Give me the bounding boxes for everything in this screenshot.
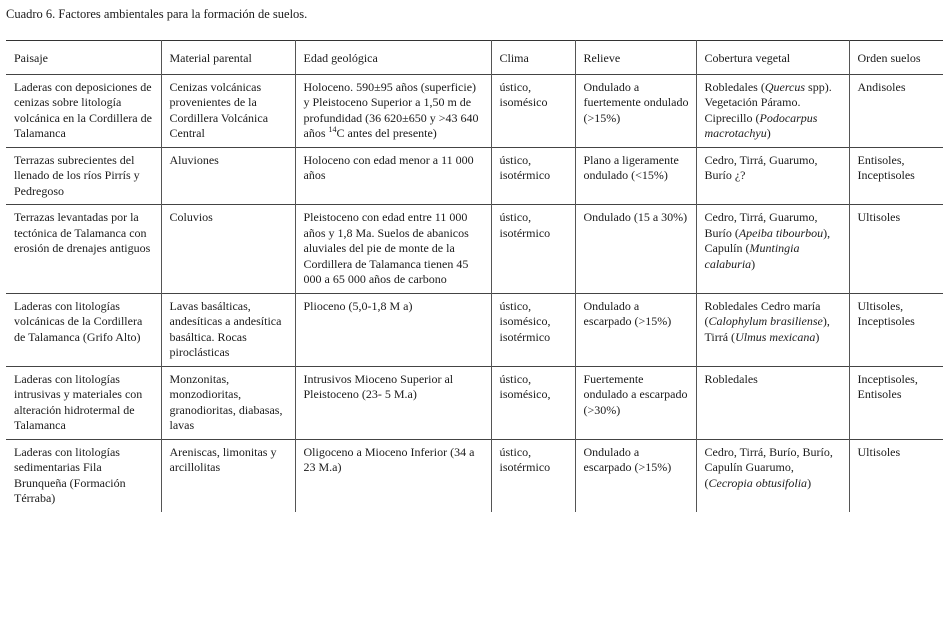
header-edad-geologica: Edad geológica xyxy=(295,41,491,75)
cell-vegetacion xyxy=(696,439,849,512)
cell-clima: ústico, isotérmico xyxy=(491,147,575,205)
veg-text: ), Capulín ( xyxy=(704,225,831,255)
cell-edad: Plioceno (5,0-1,8 M a) xyxy=(295,293,491,366)
table-row xyxy=(6,293,943,366)
cell-orden: Ultisoles xyxy=(849,439,943,512)
veg-text: spp). Vegetación Páramo. xyxy=(704,79,832,109)
cell-paisaje: Laderas con litologías intrusivas y materiales con alteración hidrotermal de Talamanca xyxy=(14,371,143,432)
species-name: Quercus xyxy=(764,79,806,94)
species-name: Cecropia obtusifolia xyxy=(708,475,808,490)
veg-text: Robledales Cedro maría ( xyxy=(704,298,821,328)
isotope-superscript: 14 xyxy=(328,125,337,134)
veg-text: ) xyxy=(815,329,820,344)
veg-text: Robledales xyxy=(704,79,761,94)
cell-material: Monzonitas, monzodioritas, granodioritas, diabasas, lavas xyxy=(161,366,295,439)
species-name: Calophylum brasiliense xyxy=(708,314,823,328)
cell-paisaje: Laderas con deposiciones de cenizas sobre litología volcánica en la Cordillera de Talamanca xyxy=(14,79,152,140)
table-row xyxy=(6,147,943,205)
species-name: Apeiba tibourbou xyxy=(738,225,824,240)
cell-vegetacion: Cedro, Tirrá, Guarumo, Burío ¿? xyxy=(696,147,849,205)
cell-relieve: Ondulado (15 a 30%) xyxy=(575,205,696,294)
cell-orden: Ultisoles, Inceptisoles xyxy=(849,293,943,366)
veg-text: Cedro, Tirrá, Burío, Burío, Capulín Guarumo, ( xyxy=(704,444,833,490)
veg-text: Cedro, Tirrá, Guarumo, Burío ( xyxy=(704,210,818,240)
cell-orden: Inceptisoles, Entisoles xyxy=(849,366,943,439)
cell-paisaje: Terrazas levantadas por la tectónica de Talamanca con erosión de drenajes antiguos xyxy=(14,210,151,255)
veg-text: ), Tirrá ( xyxy=(704,314,830,344)
species-name: Muntingia calaburia xyxy=(704,241,800,271)
header-relieve: Relieve xyxy=(575,41,696,75)
header-paisaje: Paisaje xyxy=(14,51,48,65)
cell-material: Lavas basálticas, andesíticas a andesítica basáltica. Rocas piroclásticas xyxy=(161,293,295,366)
cell-vegetacion xyxy=(696,205,849,294)
cell-clima: ústico, isomésico xyxy=(491,74,575,147)
cell-clima: ústico, isotérmico xyxy=(491,439,575,512)
cell-orden: Ultisoles xyxy=(849,205,943,294)
cell-clima: ústico, isotérmico xyxy=(491,205,575,294)
cell-vegetacion: Robledales xyxy=(696,366,849,439)
cell-material: Areniscas, limonitas y arcillolitas xyxy=(161,439,295,512)
veg-text: ) xyxy=(751,256,756,271)
table-row xyxy=(6,439,943,512)
veg-text: ) xyxy=(766,126,771,140)
cell-relieve: Ondulado a fuertemente ondulado (>15%) xyxy=(575,74,696,147)
cell-edad: Pleistoceno con edad entre 11 000 años y 1,8 Ma. Suelos de abanicos aluviales del pie de monte de la Cordillera de Talamanca tienen 45 000 a 65 000 años de carbono xyxy=(295,205,491,294)
header-cobertura-vegetal: Cobertura vegetal xyxy=(696,41,849,75)
cell-edad: Intrusivos Mioceno Superior al Pleistoceno (23- 5 M.a) xyxy=(295,366,491,439)
cell-edad: Holoceno con edad menor a 11 000 años xyxy=(295,147,491,205)
cell-orden: Andisoles xyxy=(849,74,943,147)
cell-material: Coluvios xyxy=(161,205,295,294)
cell-clima: ústico, isomésico, isotérmico xyxy=(491,293,575,366)
table-row xyxy=(6,366,943,439)
cell-orden: Entisoles, Inceptisoles xyxy=(849,147,943,205)
cell-relieve: Ondulado a escarpado (>15%) xyxy=(575,293,696,366)
species-name: Ulmus mexicana xyxy=(735,329,816,344)
species-name: Podocarpus macrotachyu xyxy=(704,110,818,140)
veg-text: Ciprecillo ( xyxy=(704,110,760,125)
edad-text-tail: C antes del presente) xyxy=(336,126,437,140)
cell-paisaje: Laderas con litologías volcánicas de la Cordillera de Talamanca (Grifo Alto) xyxy=(14,298,143,344)
table-row xyxy=(6,205,943,294)
cell-clima: ústico, isomésico, xyxy=(491,366,575,439)
veg-line xyxy=(705,111,843,142)
table-row xyxy=(6,74,943,147)
cell-material: Cenizas volcánicas provenientes de la Cordillera Volcánica Central xyxy=(161,74,295,147)
cell-vegetacion xyxy=(696,293,849,366)
cell-relieve: Plano a ligeramente ondulado (<15%) xyxy=(575,147,696,205)
cell-paisaje: Terrazas subrecientes del llenado de los ríos Pirrís y Pedregoso xyxy=(14,152,140,198)
header-row xyxy=(6,41,943,75)
header-orden-suelos: Orden suelos xyxy=(849,41,943,75)
header-clima: Clima xyxy=(491,41,575,75)
veg-text: ) xyxy=(807,475,812,490)
edad-text: Holoceno. 590±95 años (superficie) y Pleistoceno Superior a 1,50 m de profundidad (36 620±650 y >43 640 años xyxy=(303,79,479,140)
soil-factors-table xyxy=(6,40,943,512)
cell-relieve: Ondulado a escarpado (>15%) xyxy=(575,439,696,512)
cell-relieve: Fuertemente ondulado a escarpado (>30%) xyxy=(575,366,696,439)
cell-material: Aluviones xyxy=(161,147,295,205)
cell-paisaje: Laderas con litologías sedimentarias Fila Brunqueña (Formación Térraba) xyxy=(14,444,126,505)
cell-vegetacion: Robledales (Quercus spp). Vegetación Páramo. Ciprecillo (Podocarpus macrotachyu) xyxy=(696,74,849,147)
table-caption: Cuadro 6. Factores ambientales para la formación de suelos. xyxy=(6,7,308,21)
cell-edad xyxy=(295,74,491,147)
cell-edad: Oligoceno a Mioceno Inferior (34 a 23 M.a) xyxy=(295,439,491,512)
header-material-parental: Material parental xyxy=(161,41,295,75)
